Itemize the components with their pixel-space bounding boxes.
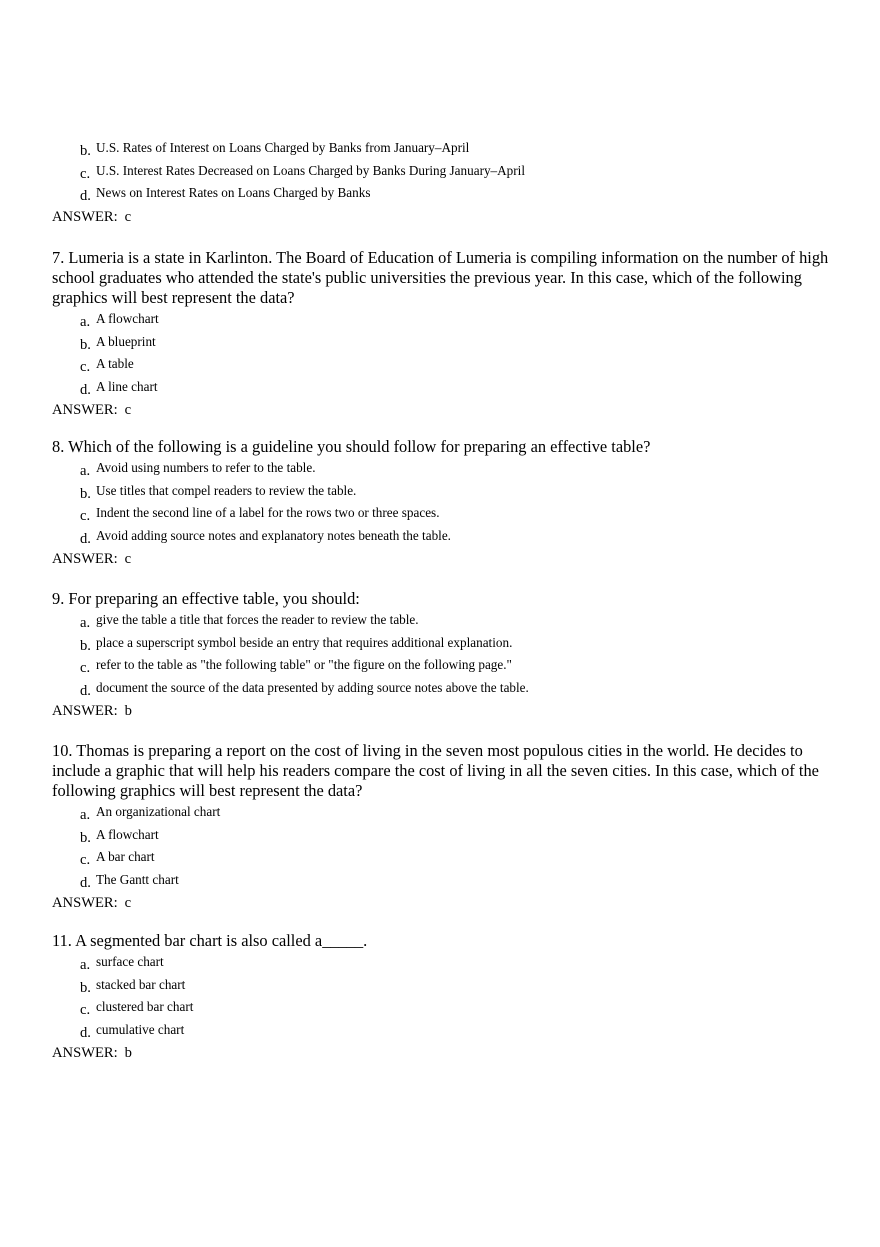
option-c xyxy=(80,502,842,525)
option-letter: b. xyxy=(80,979,91,996)
option-text: Use titles that compel readers to review the table. xyxy=(96,482,357,498)
answer-line xyxy=(52,700,842,722)
question-7 xyxy=(52,248,842,421)
option-text: stacked bar chart xyxy=(96,976,186,992)
option-a xyxy=(80,308,842,331)
option-d xyxy=(80,182,832,205)
answer-value: c xyxy=(124,402,132,419)
answer-value: b xyxy=(124,703,132,720)
option-text: Avoid adding source notes and explanatory notes beneath the table. xyxy=(96,527,451,543)
option-letter: a. xyxy=(80,314,91,330)
option-text: The Gantt chart xyxy=(96,871,179,887)
option-letter: c. xyxy=(80,852,91,869)
option-text: A flowchart xyxy=(96,311,159,326)
question-8 xyxy=(52,437,842,570)
answer-label: ANSWER: xyxy=(52,402,118,419)
option-text: give the table a title that forces the reader to review the table. xyxy=(96,612,419,627)
answer-line xyxy=(52,892,842,914)
option-letter: d. xyxy=(80,381,91,398)
option-text: cumulative chart xyxy=(96,1021,185,1037)
answer-label: ANSWER: xyxy=(52,1045,118,1062)
question-stem: 8. Which of the following is a guideline you should follow for preparing an effective table? xyxy=(52,437,651,456)
option-text: A line chart xyxy=(96,378,158,394)
option-d xyxy=(80,1019,842,1042)
question-stem: 10. Thomas is preparing a report on the cost of living in the seven most populous cities in the world. He decides to include a graphic that will help his readers compare the cost of living in all the seven cities. In this case, which of the following graphics will best represent the data? xyxy=(52,741,819,800)
option-b xyxy=(80,480,842,503)
option-a xyxy=(80,457,842,480)
option-letter: d. xyxy=(80,682,91,699)
option-letter: b. xyxy=(80,143,91,159)
option-b xyxy=(80,137,832,160)
question-9 xyxy=(52,589,842,722)
answer-line xyxy=(52,1042,842,1064)
option-letter: d. xyxy=(80,874,91,891)
answer-value: b xyxy=(124,1045,132,1062)
options-list xyxy=(52,609,842,699)
answer-line xyxy=(52,206,832,228)
option-text: clustered bar chart xyxy=(96,999,194,1015)
question-6-continued xyxy=(52,137,832,228)
option-c xyxy=(80,160,832,183)
option-text: U.S. Rates of Interest on Loans Charged by Banks from January–April xyxy=(96,140,470,155)
answer-value: c xyxy=(124,551,132,568)
option-text: An organizational chart xyxy=(96,804,221,819)
answer-label: ANSWER: xyxy=(52,208,118,225)
option-text: News on Interest Rates on Loans Charged by Banks xyxy=(96,185,371,201)
option-text: A flowchart xyxy=(96,826,159,842)
question-10 xyxy=(52,741,842,914)
option-letter: c. xyxy=(80,165,91,182)
option-b xyxy=(80,824,842,847)
question-stem: 9. For preparing an effective table, you should: xyxy=(52,589,360,608)
option-text: Avoid using numbers to refer to the table. xyxy=(96,460,316,475)
option-text: A blueprint xyxy=(96,333,156,349)
option-text: document the source of the data presented by adding source notes above the table. xyxy=(96,679,529,695)
option-letter: a. xyxy=(80,807,91,823)
option-c xyxy=(80,654,842,677)
option-letter: b. xyxy=(80,637,91,654)
option-a xyxy=(80,801,842,824)
option-b xyxy=(80,632,842,655)
option-text: A bar chart xyxy=(96,849,155,865)
option-letter: c. xyxy=(80,508,91,525)
option-letter: d. xyxy=(80,530,91,547)
option-text: place a superscript symbol beside an entry that requires additional explanation. xyxy=(96,634,513,650)
answer-value: c xyxy=(124,895,132,912)
option-a xyxy=(80,951,842,974)
option-d xyxy=(80,869,842,892)
option-letter: d. xyxy=(80,1024,91,1041)
option-b xyxy=(80,331,842,354)
option-letter: c. xyxy=(80,1002,91,1019)
option-b xyxy=(80,974,842,997)
option-letter: a. xyxy=(80,615,91,631)
options-list xyxy=(52,951,842,1041)
answer-line xyxy=(52,399,842,421)
option-a xyxy=(80,609,842,632)
option-text: Indent the second line of a label for the rows two or three spaces. xyxy=(96,505,440,521)
answer-label: ANSWER: xyxy=(52,895,118,912)
option-letter: b. xyxy=(80,336,91,353)
option-letter: d. xyxy=(80,188,91,205)
option-text: U.S. Interest Rates Decreased on Loans Charged by Banks During January–April xyxy=(96,162,525,178)
option-letter: b. xyxy=(80,485,91,502)
option-text: refer to the table as "the following table" or "the figure on the following page." xyxy=(96,657,512,673)
answer-label: ANSWER: xyxy=(52,551,118,568)
question-11 xyxy=(52,931,842,1064)
answer-line xyxy=(52,548,842,570)
option-d xyxy=(80,677,842,700)
question-stem: 11. A segmented bar chart is also called a_____. xyxy=(52,931,368,950)
option-letter: c. xyxy=(80,359,91,376)
question-stem: 7. Lumeria is a state in Karlinton. The Board of Education of Lumeria is compiling information on the number of high school graduates who attended the state's public universities the previous year. In this case, which of the following graphics will best represent the data? xyxy=(52,248,829,307)
option-letter: a. xyxy=(80,463,91,479)
answer-value: c xyxy=(124,208,132,225)
option-letter: a. xyxy=(80,957,91,973)
options-list xyxy=(52,457,842,547)
options-list xyxy=(52,801,842,891)
option-d xyxy=(80,376,842,399)
options-list xyxy=(52,137,832,205)
options-list xyxy=(52,308,842,398)
answer-label: ANSWER: xyxy=(52,703,118,720)
option-letter: b. xyxy=(80,829,91,846)
option-c xyxy=(80,996,842,1019)
option-d xyxy=(80,525,842,548)
option-text: surface chart xyxy=(96,954,164,969)
option-letter: c. xyxy=(80,660,91,677)
option-c xyxy=(80,353,842,376)
option-text: A table xyxy=(96,356,134,372)
option-c xyxy=(80,846,842,869)
